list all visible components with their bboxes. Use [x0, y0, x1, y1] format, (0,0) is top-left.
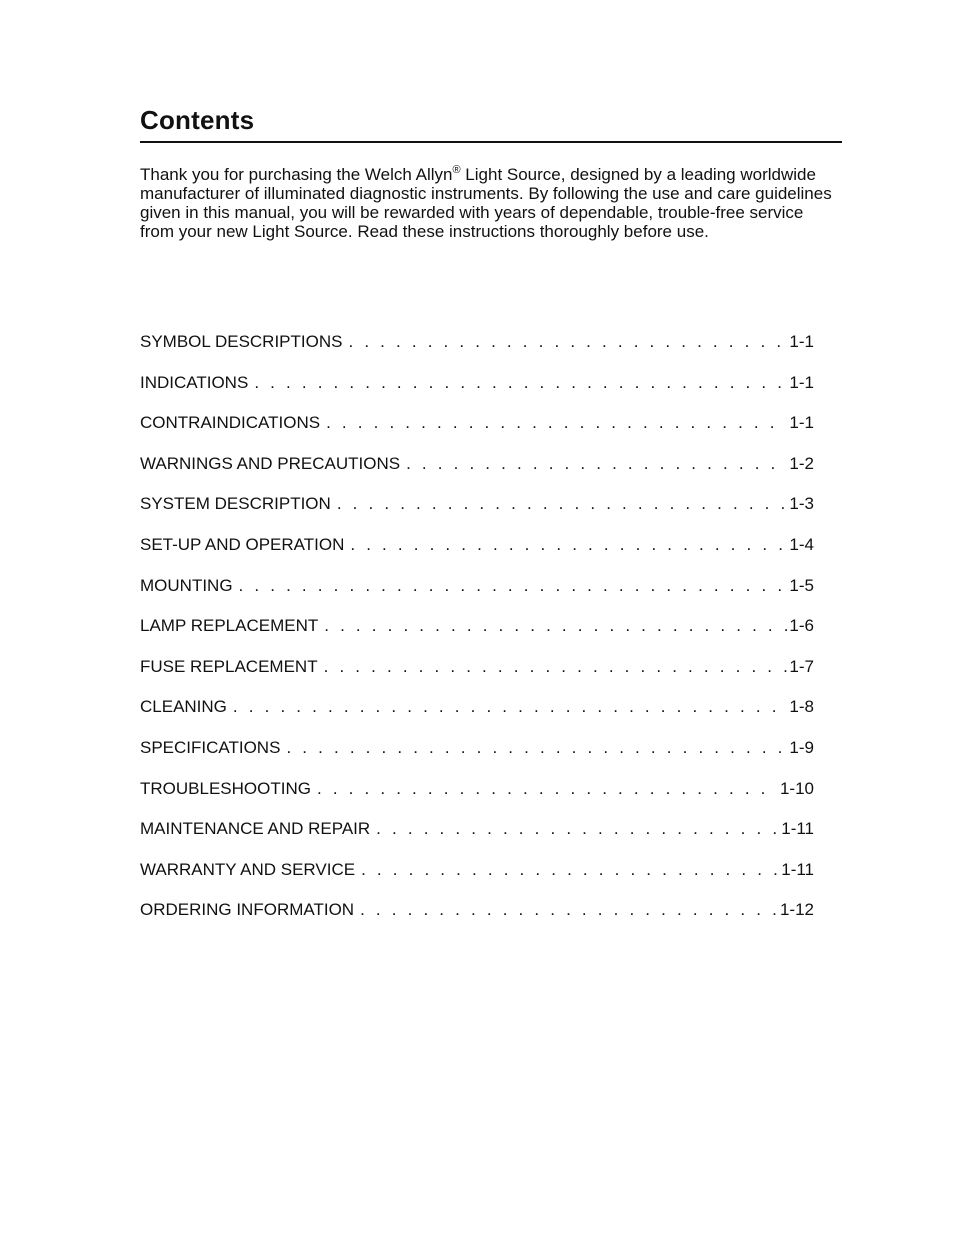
toc-entry-page: 1-12 [779, 900, 814, 920]
toc-entry-label: SYSTEM DESCRIPTION [140, 494, 331, 514]
intro-text-start: Thank you for purchasing the Welch Allyn [140, 165, 453, 184]
toc-dot-leader [324, 657, 788, 677]
toc-entry-page: 1-1 [789, 332, 814, 351]
toc-dot-leader [324, 616, 787, 636]
toc-entry-label: SPECIFICATIONS [140, 737, 281, 757]
toc-entry-label: INDICATIONS [140, 372, 249, 392]
toc-entry-troubleshooting[interactable] [140, 779, 814, 820]
toc-dot-leader [254, 373, 787, 393]
toc-entry-cleaning[interactable] [140, 697, 814, 738]
toc-entry-label: ORDERING INFORMATION [140, 900, 355, 920]
toc-entry-page: 1-1 [789, 372, 814, 392]
toc-entry-label: TROUBLESHOOTING [140, 778, 311, 798]
toc-entry-label: CLEANING [140, 697, 227, 717]
toc-entry-label: MAINTENANCE AND REPAIR [140, 819, 371, 839]
toc-entry-symbol-descriptions[interactable] [140, 332, 814, 373]
toc-entry-label: MOUNTING [140, 575, 233, 595]
toc-dot-leader [376, 819, 779, 839]
toc-entry-page: 1-4 [789, 534, 814, 554]
toc-entry-contraindications[interactable] [140, 413, 814, 454]
toc-dot-leader [361, 860, 779, 880]
table-of-contents [140, 332, 814, 941]
toc-dot-leader [350, 535, 787, 555]
toc-entry-page: 1-11 [781, 819, 814, 839]
toc-entry-label: LAMP REPLACEMENT [140, 616, 319, 636]
page-title: Contents [140, 105, 255, 135]
toc-entry-set-up-and-operation[interactable] [140, 535, 814, 576]
toc-entry-page: 1-9 [789, 737, 814, 757]
toc-entry-label: SET-UP AND OPERATION [140, 534, 345, 554]
toc-entry-label: SYMBOL DESCRIPTIONS [140, 332, 343, 351]
intro-text-end: Light Source, designed by a leading worldwide manufacturer of illuminated diagnostic instruments. By following the use and care guidelines given in this manual, you will be rewarded with years of dependable, trouble-free service from your new Light Source. Read these instructions thoroughly before use. [140, 165, 832, 241]
toc-dot-leader [348, 332, 787, 352]
toc-entry-warranty-and-service[interactable] [140, 860, 814, 901]
toc-dot-leader [239, 576, 788, 596]
toc-dot-leader [406, 454, 787, 474]
toc-entry-label: CONTRAINDICATIONS [140, 413, 321, 433]
registered-mark: ® [452, 164, 461, 176]
title-divider [140, 141, 842, 143]
toc-dot-leader [286, 738, 787, 758]
toc-entry-label: WARRANTY AND SERVICE [140, 859, 356, 879]
toc-dot-leader [360, 900, 778, 920]
toc-entry-indications[interactable] [140, 373, 814, 414]
toc-entry-page: 1-7 [789, 656, 814, 676]
toc-entry-page: 1-6 [789, 616, 814, 636]
toc-entry-system-description[interactable] [140, 494, 814, 535]
toc-entry-lamp-replacement[interactable] [140, 616, 814, 657]
intro-paragraph [140, 165, 842, 241]
toc-entry-warnings-and-precautions[interactable] [140, 454, 814, 495]
toc-entry-page: 1-10 [779, 778, 814, 798]
toc-dot-leader [337, 494, 788, 514]
toc-entry-ordering-information[interactable] [140, 900, 814, 941]
toc-entry-label: FUSE REPLACEMENT [140, 656, 318, 676]
toc-entry-maintenance-and-repair[interactable] [140, 819, 814, 860]
toc-entry-page: 1-1 [789, 413, 814, 433]
toc-entry-label: WARNINGS AND PRECAUTIONS [140, 453, 401, 473]
toc-dot-leader [233, 697, 788, 717]
toc-dot-leader [317, 779, 778, 799]
toc-dot-leader [326, 413, 787, 433]
toc-entry-mounting[interactable] [140, 576, 814, 617]
toc-entry-page: 1-11 [781, 859, 814, 879]
toc-entry-specifications[interactable] [140, 738, 814, 779]
toc-entry-page: 1-5 [789, 575, 814, 595]
toc-entry-page: 1-2 [789, 453, 814, 473]
toc-entry-page: 1-3 [789, 494, 814, 514]
toc-entry-page: 1-8 [789, 697, 814, 717]
toc-entry-fuse-replacement[interactable] [140, 657, 814, 698]
